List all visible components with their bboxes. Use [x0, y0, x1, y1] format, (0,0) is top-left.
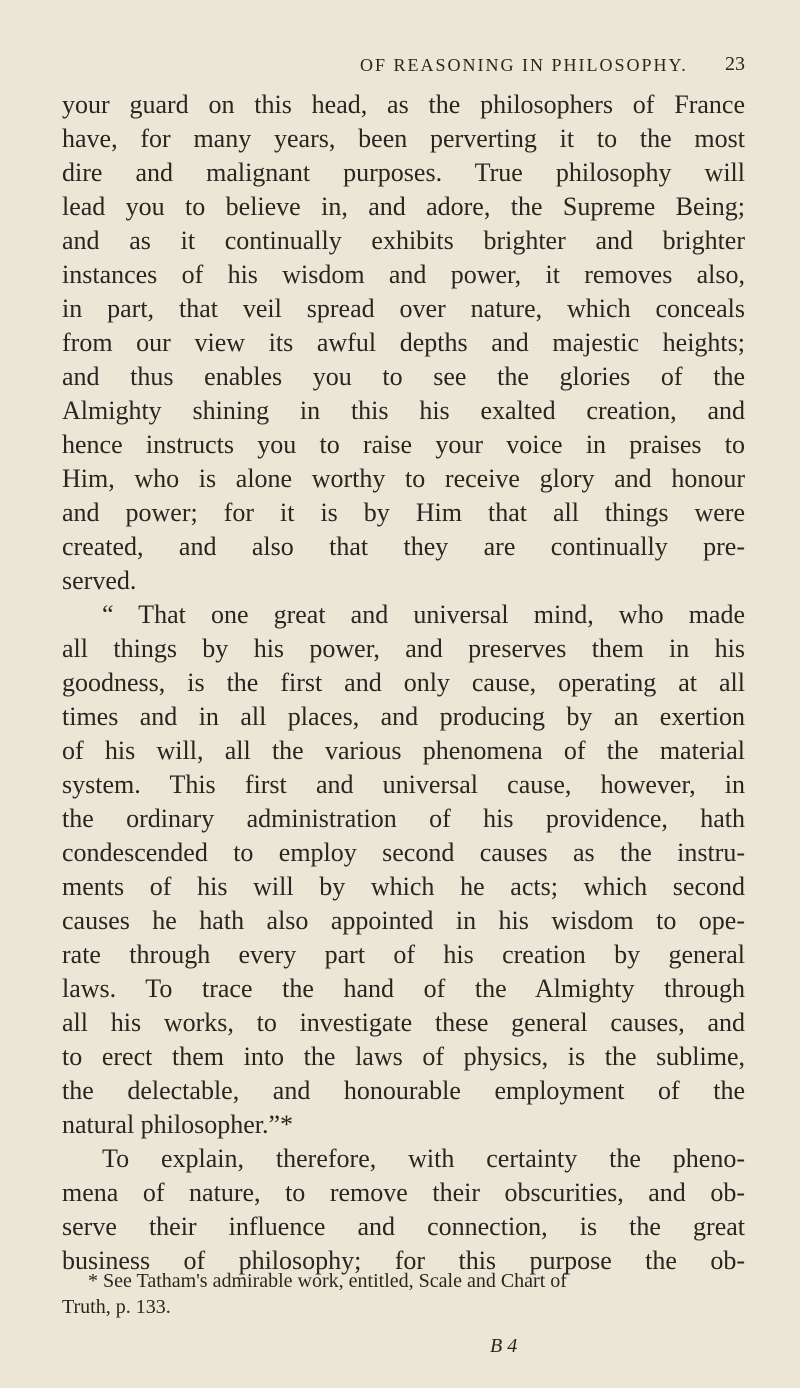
text-line: To explain, therefore, with certainty the pheno- — [102, 1144, 745, 1173]
text-line: your guard on this head, as the philosophers of France — [62, 90, 745, 119]
text-line: dire and malignant purposes. True philosophy will — [62, 158, 745, 187]
text-line: system. This first and universal cause, however, in — [62, 770, 745, 799]
text-line: condescended to employ second causes as the instru- — [62, 838, 745, 867]
text-line: rate through every part of his creation by general — [62, 940, 745, 969]
footnote: * See Tatham's admirable work, entitled, Scale and Chart of — [88, 1270, 567, 1292]
text-line: created, and also that they are continually pre- — [62, 532, 745, 561]
text-line: natural philosopher.”* — [62, 1110, 294, 1139]
text-line: from our view its awful depths and majestic heights; — [62, 328, 745, 357]
text-line: lead you to believe in, and adore, the Supreme Being; — [62, 192, 745, 221]
text-line: Him, who is alone worthy to receive glory and honour — [62, 464, 745, 493]
footnote-continuation: Truth, p. 133. — [62, 1296, 171, 1318]
text-line: times and in all places, and producing by an exertion — [62, 702, 745, 731]
text-line: the ordinary administration of his providence, hath — [62, 804, 745, 833]
text-line: “ That one great and universal mind, who made — [102, 600, 745, 629]
text-line: laws. To trace the hand of the Almighty through — [62, 974, 745, 1003]
running-head: OF REASONING IN PHILOSOPHY. — [360, 55, 688, 75]
page-number: 23 — [725, 53, 745, 75]
text-line: all things by his power, and preserves them in his — [62, 634, 745, 663]
text-line: ments of his will by which he acts; which second — [62, 872, 745, 901]
text-line: Almighty shining in this his exalted creation, and — [62, 396, 745, 425]
text-line: served. — [62, 566, 137, 595]
text-line: and as it continually exhibits brighter and brighter — [62, 226, 745, 255]
text-line: to erect them into the laws of physics, is the sublime, — [62, 1042, 745, 1071]
text-line: instances of his wisdom and power, it removes also, — [62, 260, 745, 289]
text-line: all his works, to investigate these general causes, and — [62, 1008, 745, 1037]
text-line: the delectable, and honourable employment of the — [62, 1076, 745, 1105]
signature-mark: B 4 — [490, 1335, 518, 1357]
text-line: business of philosophy; for this purpose the ob- — [62, 1246, 745, 1275]
text-line: have, for many years, been perverting it to the most — [62, 124, 745, 153]
text-line: of his will, all the various phenomena of the material — [62, 736, 745, 765]
text-line: serve their influence and connection, is the great — [62, 1212, 745, 1241]
text-line: causes he hath also appointed in his wisdom to ope- — [62, 906, 745, 935]
text-line: goodness, is the first and only cause, operating at all — [62, 668, 745, 697]
text-line: and power; for it is by Him that all things were — [62, 498, 745, 527]
text-line: mena of nature, to remove their obscurities, and ob- — [62, 1178, 745, 1207]
text-line: hence instructs you to raise your voice in praises to — [62, 430, 745, 459]
text-line: and thus enables you to see the glories of the — [62, 362, 745, 391]
text-line: in part, that veil spread over nature, which conceals — [62, 294, 745, 323]
